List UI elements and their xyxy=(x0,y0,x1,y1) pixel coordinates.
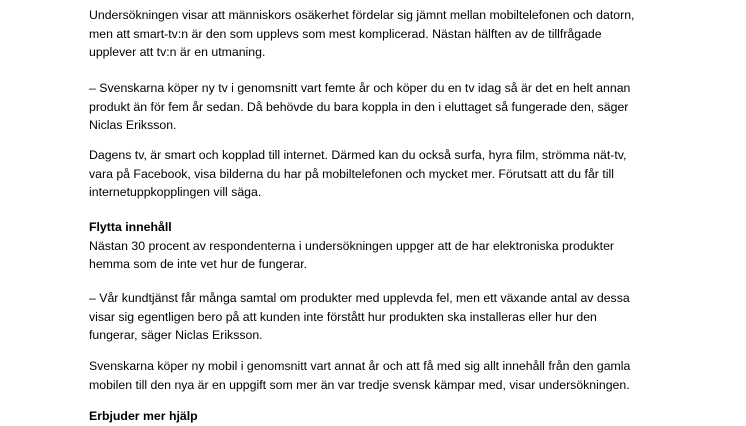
paragraph-2 xyxy=(89,79,689,135)
text-line: Dagens tv, är smart och kopplad till internet. Därmed kan du också surfa, hyra film, strömma nät-tv, xyxy=(89,148,627,162)
paragraph-5 xyxy=(89,289,689,345)
section-heading: Flytta innehåll xyxy=(89,220,172,234)
text-line: Undersökningen visar att människors osäkerhet fördelar sig jämnt mellan mobiltelefonen och datorn, xyxy=(89,8,635,22)
section-flytta-innehall xyxy=(89,218,689,274)
paragraph-6 xyxy=(89,357,689,394)
text-line: internetuppkopplingen vill säga. xyxy=(89,185,262,199)
text-line: Svenskarna köper ny mobil i genomsnitt vart annat år och att få med sig allt innehåll från den gamla xyxy=(89,359,631,373)
text-line: Niclas Eriksson. xyxy=(89,118,177,132)
text-line: hemma som de inte vet hur de fungerar. xyxy=(89,257,308,271)
text-line: fungerar, säger Niclas Eriksson. xyxy=(89,328,263,342)
text-line: – Svenskarna köper ny tv i genomsnitt vart femte år och köper du en tv idag så är det en helt annan xyxy=(89,81,631,95)
text-line: vara på Facebook, visa bilderna du har på mobiltelefonen och mycket mer. Förutsatt att du får till xyxy=(89,166,614,181)
text-line: men att smart-tv:n är den som upplevs som mest komplicerad. Nästan hälften av de tillfrågade xyxy=(89,26,602,41)
text-line: upplever att tv:n är en utmaning. xyxy=(89,45,266,59)
paragraph-1 xyxy=(89,6,689,62)
text-line: mobilen till den nya är en uppgift som mer än var tredje svensk kämpar med, visar undersökningen. xyxy=(89,377,630,392)
text-line: – Vår kundtjänst får många samtal om produkter med upplevda fel, men ett växande antal av dessa xyxy=(89,291,630,305)
section-heading: Erbjuder mer hjälp xyxy=(89,409,198,423)
paragraph-3 xyxy=(89,146,689,202)
text-line: Nästan 30 procent av respondenterna i undersökningen uppger att de har elektroniska produkter xyxy=(89,238,615,253)
text-line: visar sig egentligen bero på att kunden inte förstått hur produkten ska installeras eller hur den xyxy=(89,309,597,324)
text-line: produkt än för fem år sedan. Då behövde du bara koppla in den i eluttaget så fungerade den, säger xyxy=(89,99,629,114)
section-erbjuder-mer-hjalp xyxy=(89,407,689,426)
